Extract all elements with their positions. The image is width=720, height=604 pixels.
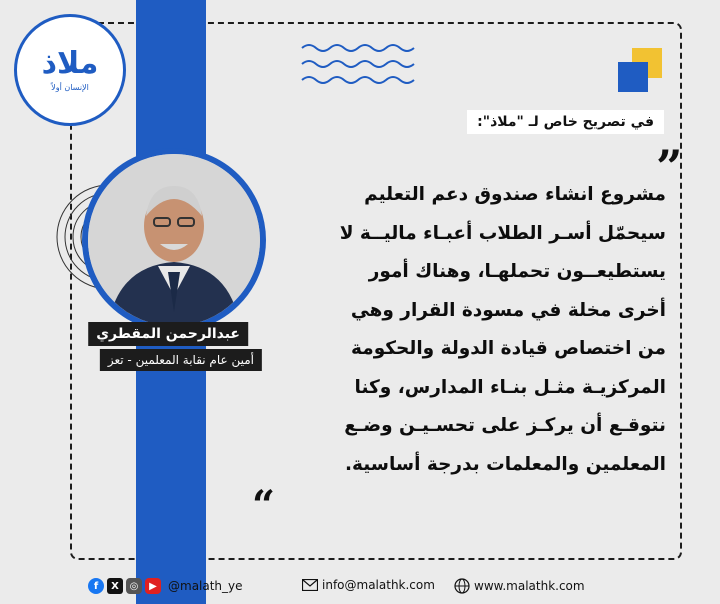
email-address[interactable]: info@malathk.com: [322, 578, 435, 592]
quote-line: أخرى مخلة في مسودة القرار وهي: [350, 299, 666, 321]
quote-line: يستطيعــون تحملهـا، وهناك أمور: [368, 261, 666, 282]
quote-line: من اختصاص قيادة الدولة والحكومة: [351, 338, 666, 359]
person-photo: [82, 148, 266, 332]
website-url[interactable]: www.malathk.com: [474, 579, 585, 593]
logo-word: ملاذ: [41, 45, 99, 81]
quote-line: المركزيـة مثـل بنـاء المدارس، وكنا: [354, 376, 666, 398]
facebook-icon[interactable]: f: [88, 578, 104, 594]
quote-text: [286, 176, 666, 484]
email-contact: [302, 578, 435, 592]
quote-line: المعلمين والمعلمات بدرجة أساسية.: [344, 453, 666, 475]
person-name: عبدالرحمن المقطري: [88, 322, 248, 346]
blue-square-decoration: [618, 62, 648, 92]
envelope-icon: [302, 579, 318, 591]
quote-line: سيحمّل أسـر الطلاب أعبـاء ماليــة لا: [339, 222, 666, 244]
youtube-icon[interactable]: ▶: [145, 578, 161, 594]
quote-line: نتوقـع أن يركـز على تحسـيـن وضـع: [344, 415, 666, 436]
logo-tagline: الإنسان أولاً: [51, 82, 89, 92]
footer: [0, 568, 720, 604]
wave-decoration: [300, 40, 418, 90]
globe-icon: [454, 578, 470, 594]
closing-quote-mark: “: [252, 482, 276, 529]
website-contact: [454, 578, 585, 594]
quote-line: مشروع انشاء صندوق دعم التعليم: [364, 184, 666, 205]
instagram-icon[interactable]: ◎: [126, 578, 142, 594]
header-label: في تصريح خاص لـ "ملاذ":: [467, 110, 664, 134]
person-role: أمين عام نقابة المعلمين - تعز: [100, 349, 262, 371]
malath-logo: [14, 14, 126, 126]
social-handle[interactable]: @malath_ye: [168, 579, 243, 593]
x-icon[interactable]: X: [107, 578, 123, 594]
social-links: [88, 578, 243, 594]
opening-quote-mark: ”: [656, 140, 683, 194]
